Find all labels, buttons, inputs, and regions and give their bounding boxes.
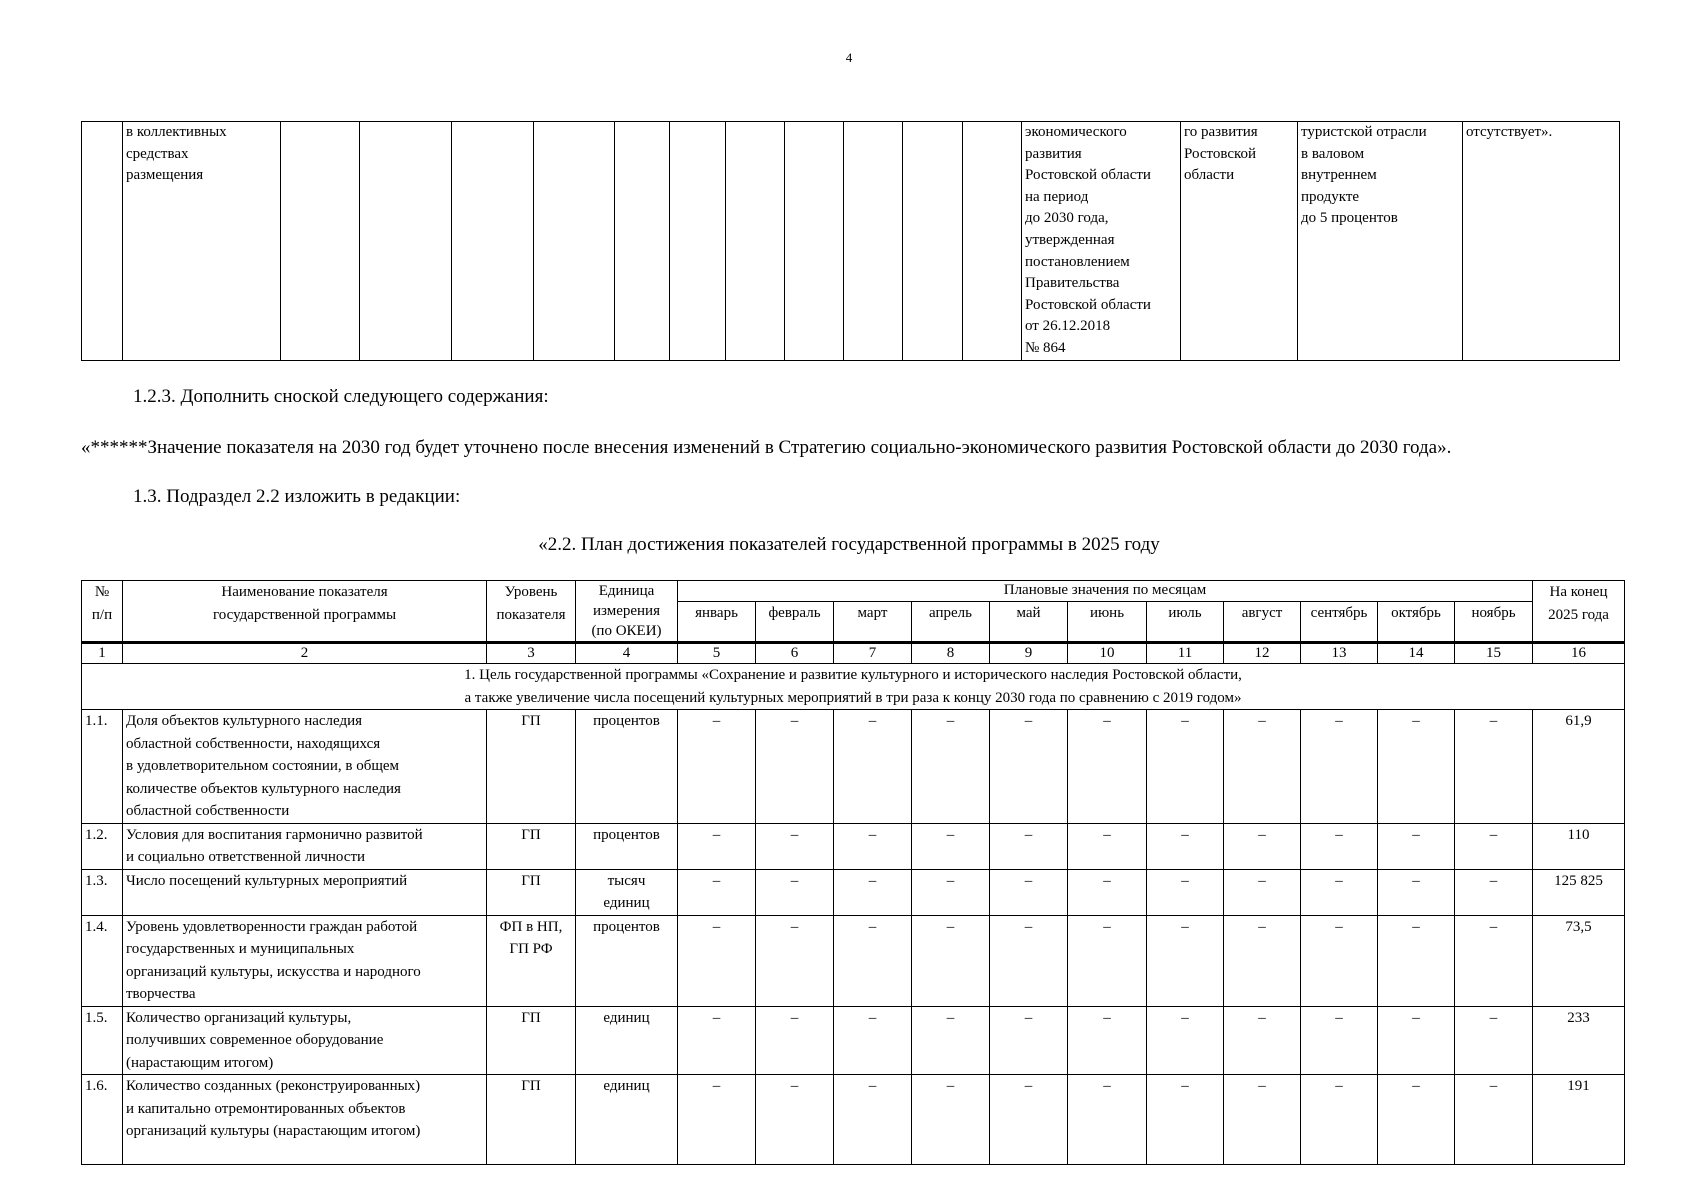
header-monthly: Плановые значения по месяцам [678,581,1533,602]
row-indicator-name: Количество созданных (реконструированных) и капитально отремонтированных объектов организаций культуры (нарастающим итогом) [123,1075,487,1165]
top-cell-absent: отсутствует». [1463,122,1620,361]
header-month: март [834,602,912,643]
row-month-value: – [990,823,1068,869]
column-number: 12 [1224,643,1301,664]
row-month-value: – [912,1006,990,1075]
row-month-value: – [1224,823,1301,869]
row-month-value: – [1147,710,1224,824]
row-month-value: – [756,710,834,824]
row-month-value: – [912,823,990,869]
row-month-value: – [1147,1006,1224,1075]
top-cell-accommodation: в коллективных средствах размещения [123,122,281,361]
row-month-value: – [1378,1006,1455,1075]
row-month-value: – [1068,1075,1147,1165]
row-month-value: – [1147,915,1224,1006]
row-number: 1.3. [82,869,123,915]
row-end-value: 73,5 [1533,915,1625,1006]
row-indicator-name: Количество организаций культуры, получивших современное оборудование (нарастающим итогом) [123,1006,487,1075]
header-month: апрель [912,602,990,643]
row-month-value: – [756,1075,834,1165]
paragraph-footnote-instruction: 1.2.3. Дополнить сноской следующего содержания: [133,386,549,407]
top-cell-tourism: туристской отрасли в валовом внутреннем продукте до 5 процентов [1298,122,1463,361]
row-month-value: – [912,915,990,1006]
row-month-value: – [912,869,990,915]
row-month-value: – [1455,869,1533,915]
row-month-value: – [1301,915,1378,1006]
row-month-value: – [1224,1006,1301,1075]
row-end-value: 61,9 [1533,710,1625,824]
row-unit: процентов [576,710,678,824]
row-month-value: – [1455,823,1533,869]
column-number: 5 [678,643,756,664]
row-month-value: – [1147,823,1224,869]
row-month-value: – [912,710,990,824]
row-month-value: – [1068,915,1147,1006]
row-indicator-name: Условия для воспитания гармонично развитой и социально ответственной личности [123,823,487,869]
row-month-value: – [990,1006,1068,1075]
row-number: 1.1. [82,710,123,824]
goal-row: 1. Цель государственной программы «Сохранение и развитие культурного и исторического наследия Ростовской области, а также увеличение числа посещений культурных мероприятий в три раза к концу 2030 года по сравнению с 2019 годом» [82,664,1625,710]
row-month-value: – [1378,710,1455,824]
header-month: январь [678,602,756,643]
row-month-value: – [834,1075,912,1165]
column-number: 10 [1068,643,1147,664]
row-month-value: – [834,1006,912,1075]
table-row [82,710,1625,824]
header-month: ноябрь [1455,602,1533,643]
header-level: Уровень показателя [487,581,576,643]
row-month-value: – [678,915,756,1006]
row-unit: единиц [576,1006,678,1075]
header-month: август [1224,602,1301,643]
row-month-value: – [1455,1006,1533,1075]
top-cell-empty [903,122,963,361]
row-indicator-name: Доля объектов культурного наследия областной собственности, находящихся в удовлетворительном состоянии, в общем количестве объектов культурного наследия областной собственности [123,710,487,824]
top-cell-strategy: экономического развития Ростовской области на период до 2030 года, утвержденная постановлением Правительства Ростовской области от 26.12.2018 № 864 [1022,122,1181,361]
row-month-value: – [1224,869,1301,915]
header-end-of-year: На конец 2025 года [1533,581,1625,643]
row-month-value: – [1301,1075,1378,1165]
continuation-table [81,121,1620,361]
row-month-value: – [1301,1006,1378,1075]
table-row [82,1006,1625,1075]
row-end-value: 125 825 [1533,869,1625,915]
table-row [82,915,1625,1006]
row-month-value: – [1224,710,1301,824]
row-month-value: – [1224,1075,1301,1165]
row-month-value: – [1455,1075,1533,1165]
row-number: 1.2. [82,823,123,869]
row-unit: процентов [576,823,678,869]
row-month-value: – [1378,869,1455,915]
top-cell-development: го развития Ростовской области [1181,122,1298,361]
column-number: 4 [576,643,678,664]
row-month-value: – [1455,915,1533,1006]
row-month-value: – [912,1075,990,1165]
top-cell-empty [726,122,785,361]
paragraph-subsection-instruction: 1.3. Подраздел 2.2 изложить в редакции: [133,486,461,507]
table-row [82,869,1625,915]
header-month: июнь [1068,602,1147,643]
row-month-value: – [678,710,756,824]
top-cell-empty [615,122,670,361]
top-cell-1 [82,122,123,361]
row-indicator-name: Уровень удовлетворенности граждан работой государственных и муниципальных организаций культуры, искусства и народного творчества [123,915,487,1006]
row-level: ГП [487,710,576,824]
row-month-value: – [834,710,912,824]
row-number: 1.5. [82,1006,123,1075]
top-cell-empty [452,122,534,361]
top-cell-empty [670,122,726,361]
column-number: 3 [487,643,576,664]
column-number: 14 [1378,643,1455,664]
row-month-value: – [1068,823,1147,869]
page-number: 4 [845,50,853,65]
row-end-value: 191 [1533,1075,1625,1165]
row-month-value: – [834,869,912,915]
row-month-value: – [1147,869,1224,915]
header-month: октябрь [1378,602,1455,643]
column-number: 2 [123,643,487,664]
row-number: 1.4. [82,915,123,1006]
plan-table [81,580,1625,1165]
table-row [82,823,1625,869]
row-unit: единиц [576,1075,678,1165]
row-month-value: – [1301,869,1378,915]
row-month-value: – [834,915,912,1006]
column-number: 9 [990,643,1068,664]
row-level: ГП [487,823,576,869]
row-indicator-name: Число посещений культурных мероприятий [123,869,487,915]
header-num: № п/п [82,581,123,643]
row-month-value: – [1068,1006,1147,1075]
row-end-value: 233 [1533,1006,1625,1075]
row-month-value: – [1378,823,1455,869]
row-month-value: – [678,1006,756,1075]
top-cell-empty [785,122,844,361]
row-month-value: – [990,915,1068,1006]
row-month-value: – [678,869,756,915]
column-number: 16 [1533,643,1625,664]
top-cell-empty [360,122,452,361]
row-month-value: – [1378,1075,1455,1165]
row-level: ГП [487,869,576,915]
row-month-value: – [990,1075,1068,1165]
row-month-value: – [1147,1075,1224,1165]
row-month-value: – [834,823,912,869]
header-month: июль [1147,602,1224,643]
row-month-value: – [1068,869,1147,915]
column-number: 1 [82,643,123,664]
row-month-value: – [1301,710,1378,824]
top-cell-empty [844,122,903,361]
row-month-value: – [990,869,1068,915]
row-month-value: – [1068,710,1147,824]
row-unit: процентов [576,915,678,1006]
row-month-value: – [1301,823,1378,869]
column-number: 15 [1455,643,1533,664]
row-number: 1.6. [82,1075,123,1165]
row-month-value: – [756,823,834,869]
row-month-value: – [990,710,1068,824]
column-number: 13 [1301,643,1378,664]
row-level: ГП [487,1075,576,1165]
row-level: ФП в НП, ГП РФ [487,915,576,1006]
row-month-value: – [756,915,834,1006]
top-cell-empty [281,122,360,361]
header-unit: Единица измерения (по ОКЕИ) [576,581,678,643]
row-month-value: – [1378,915,1455,1006]
header-name: Наименование показателя государственной программы [123,581,487,643]
top-cell-empty [534,122,615,361]
paragraph-footnote-text: «******Значение показателя на 2030 год будет уточнено после внесения изменений в Стратегию социально-экономического развития Ростовской области до 2030 года». [81,437,1452,458]
table-row [82,1075,1625,1165]
row-month-value: – [678,1075,756,1165]
column-number: 11 [1147,643,1224,664]
row-level: ГП [487,1006,576,1075]
column-number: 8 [912,643,990,664]
header-month: февраль [756,602,834,643]
column-number: 6 [756,643,834,664]
row-month-value: – [756,1006,834,1075]
header-month: сентябрь [1301,602,1378,643]
row-month-value: – [756,869,834,915]
top-cell-empty [963,122,1022,361]
row-month-value: – [1224,915,1301,1006]
row-month-value: – [678,823,756,869]
row-month-value: – [1455,710,1533,824]
header-month: май [990,602,1068,643]
row-end-value: 110 [1533,823,1625,869]
row-unit: тысяч единиц [576,869,678,915]
section-title: «2.2. План достижения показателей государственной программы в 2025 году [538,534,1160,555]
column-number: 7 [834,643,912,664]
